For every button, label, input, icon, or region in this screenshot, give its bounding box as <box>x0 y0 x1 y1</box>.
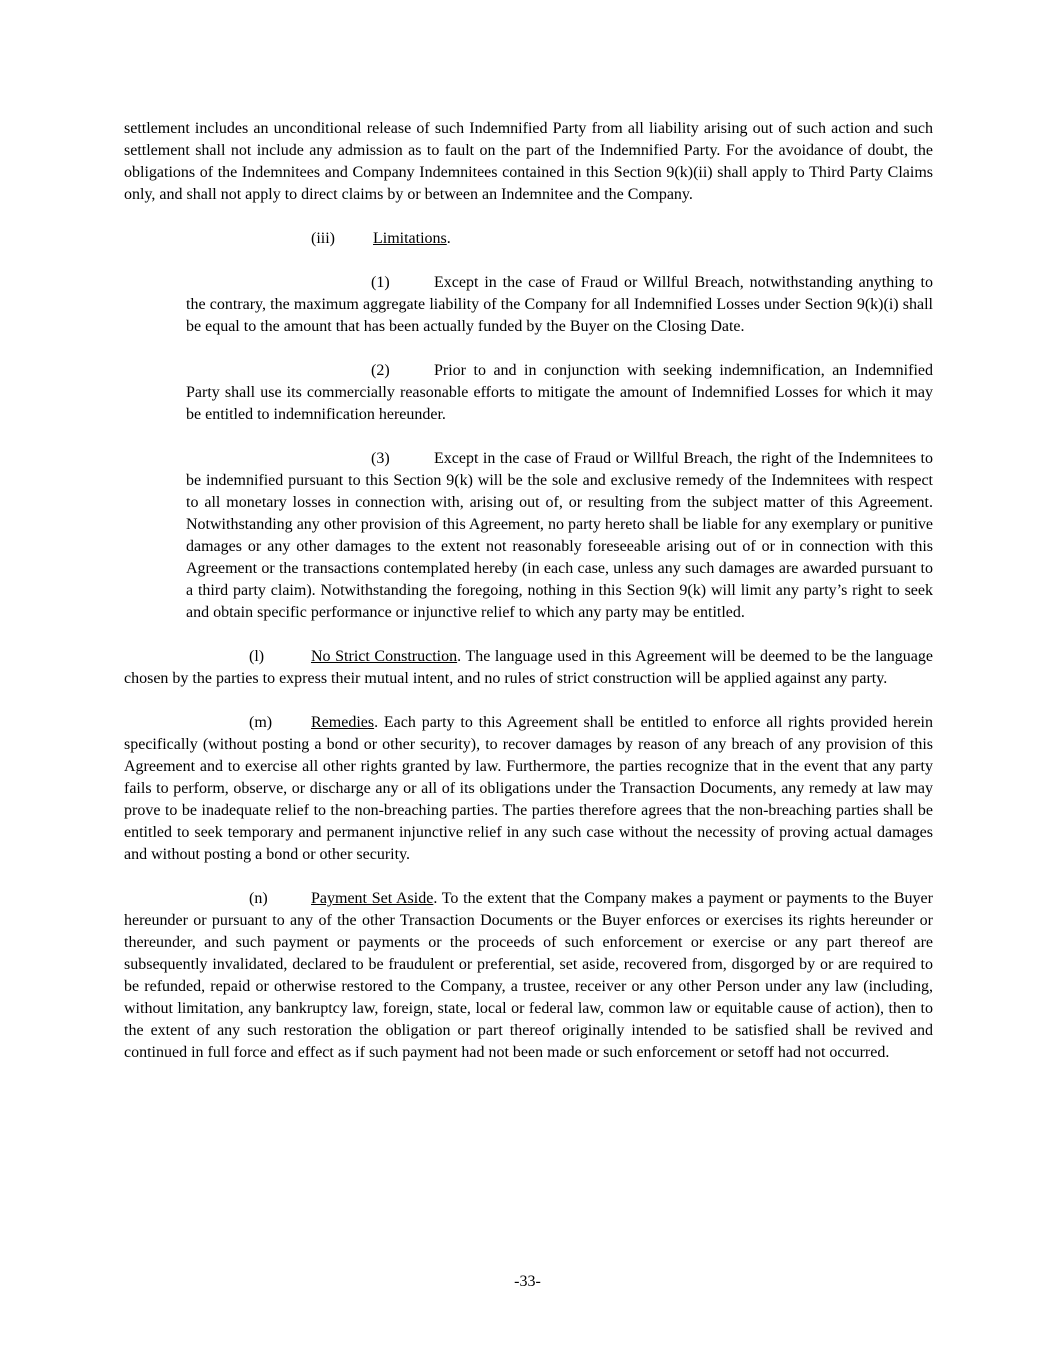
clause-m-separator: . <box>374 714 384 731</box>
clause-l-title: No Strict Construction <box>311 648 458 665</box>
item-1-text: Except in the case of Fraud or Willful Breach, notwithstanding anything to the contrary, the maximum aggregate liability of the Company for all Indemnified Losses under Section 9(k)(i) shall be equal to the amount that has been actually funded by the Buyer on the Closing Date. <box>186 274 933 335</box>
clause-m-label: (m) <box>249 714 273 731</box>
clause-n-separator: . <box>433 890 442 907</box>
item-2-text: Prior to and in conjunction with seeking indemnification, an Indemnified Party shall use its commercially reasonable efforts to mitigate the amount of Indemnified Losses for which it may be entitled to indemnification hereunder. <box>186 362 933 423</box>
clause-l-label: (l) <box>249 648 265 665</box>
clause-no-strict-construction <box>124 646 933 690</box>
item-3-text: Except in the case of Fraud or Willful Breach, the right of the Indemnitees to be indemnified pursuant to this Section 9(k) will be the sole and exclusive remedy of the Indemnitees with respect to all monetary losses in connection with, arising out of, or resulting from the subject matter of this Agreement. Notwithstanding any other provision of this Agreement, no party hereto shall be liable for any exemplary or punitive damages or any other damages to the extent not reasonably foreseeable arising out of or in connection with this Agreement or the transactions contemplated hereby (in each case, unless any such damages are awarded pursuant to a third party claim). Notwithstanding the foregoing, nothing in this Section 9(k) will limit any party’s right to seek and obtain specific performance or injunctive relief to which any party may be entitled. <box>186 450 933 621</box>
section-iii-title-suffix: . <box>446 230 451 247</box>
clause-l-text: The language used in this Agreement will be deemed to be the language chosen by the parties to express their mutual intent, and no rules of strict construction will be applied against any party. <box>124 648 934 687</box>
limitations-item-2 <box>186 360 933 426</box>
clause-n-title: Payment Set Aside <box>311 890 434 907</box>
clause-remedies <box>124 712 933 866</box>
item-3-label: (3) <box>371 450 390 467</box>
continuation-paragraph: settlement includes an unconditional release of such Indemnified Party from all liability arising out of such action and such settlement shall not include any admission as to fault on the part of the Indemnified Party. For the avoidance of doubt, the obligations of the Indemnitees and Company Indemnitees contained in this Section 9(k)(ii) shall apply to Third Party Claims only, and shall not apply to direct claims by or between an Indemnitee and the Company. <box>124 120 933 203</box>
limitations-item-3 <box>186 448 933 624</box>
clause-n-text: To the extent that the Company makes a payment or payments to the Buyer hereunder or pursuant to any of the other Transaction Documents or the Buyer enforces or exercises its rights hereunder or thereunder, and such payment or payments or the proceeds of such enforcement or exercise or any part thereof are subsequently invalidated, declared to be fraudulent or preferential, set aside, recovered from, disgorged by or are required to be refunded, repaid or otherwise restored to the Company, a trustee, receiver or any other Person under any law (including, without limitation, any bankruptcy law, foreign, state, local or federal law, common law or equitable cause of action), then to the extent of any such restoration the obligation or part thereof originally intended to be satisfied shall be revived and continued in full force and effect as if such payment had not been made or such enforcement or setoff had not occurred. <box>124 890 933 1061</box>
clause-payment-set-aside <box>124 888 933 1064</box>
clause-m-text: Each party to this Agreement shall be entitled to enforce all rights provided herein specifically (without posting a bond or other security), to recover damages by reason of any breach of any provision of this Agreement and to exercise all other rights granted by law. Furthermore, the parties recognize that in the event that any party fails to perform, observe, or discharge any or all of its obligations under the Transaction Documents, any remedy at law may prove to be inadequate relief to the non-breaching parties. The parties therefore agrees that the non-breaching parties shall be entitled to seek temporary and permanent injunctive relief in any such case without the necessity of proving actual damages and without posting a bond or other security. <box>124 714 934 863</box>
clause-l-separator: . <box>457 648 466 665</box>
item-2-label: (2) <box>371 362 390 379</box>
page-number: -33- <box>514 1273 541 1290</box>
section-iii-heading <box>124 228 933 250</box>
clause-n-label: (n) <box>249 890 268 907</box>
limitations-item-1 <box>186 272 933 338</box>
section-iii-title: Limitations <box>373 230 447 247</box>
clause-m-title: Remedies <box>311 714 375 731</box>
section-iii-label: (iii) <box>311 230 335 247</box>
item-1-label: (1) <box>371 274 390 291</box>
